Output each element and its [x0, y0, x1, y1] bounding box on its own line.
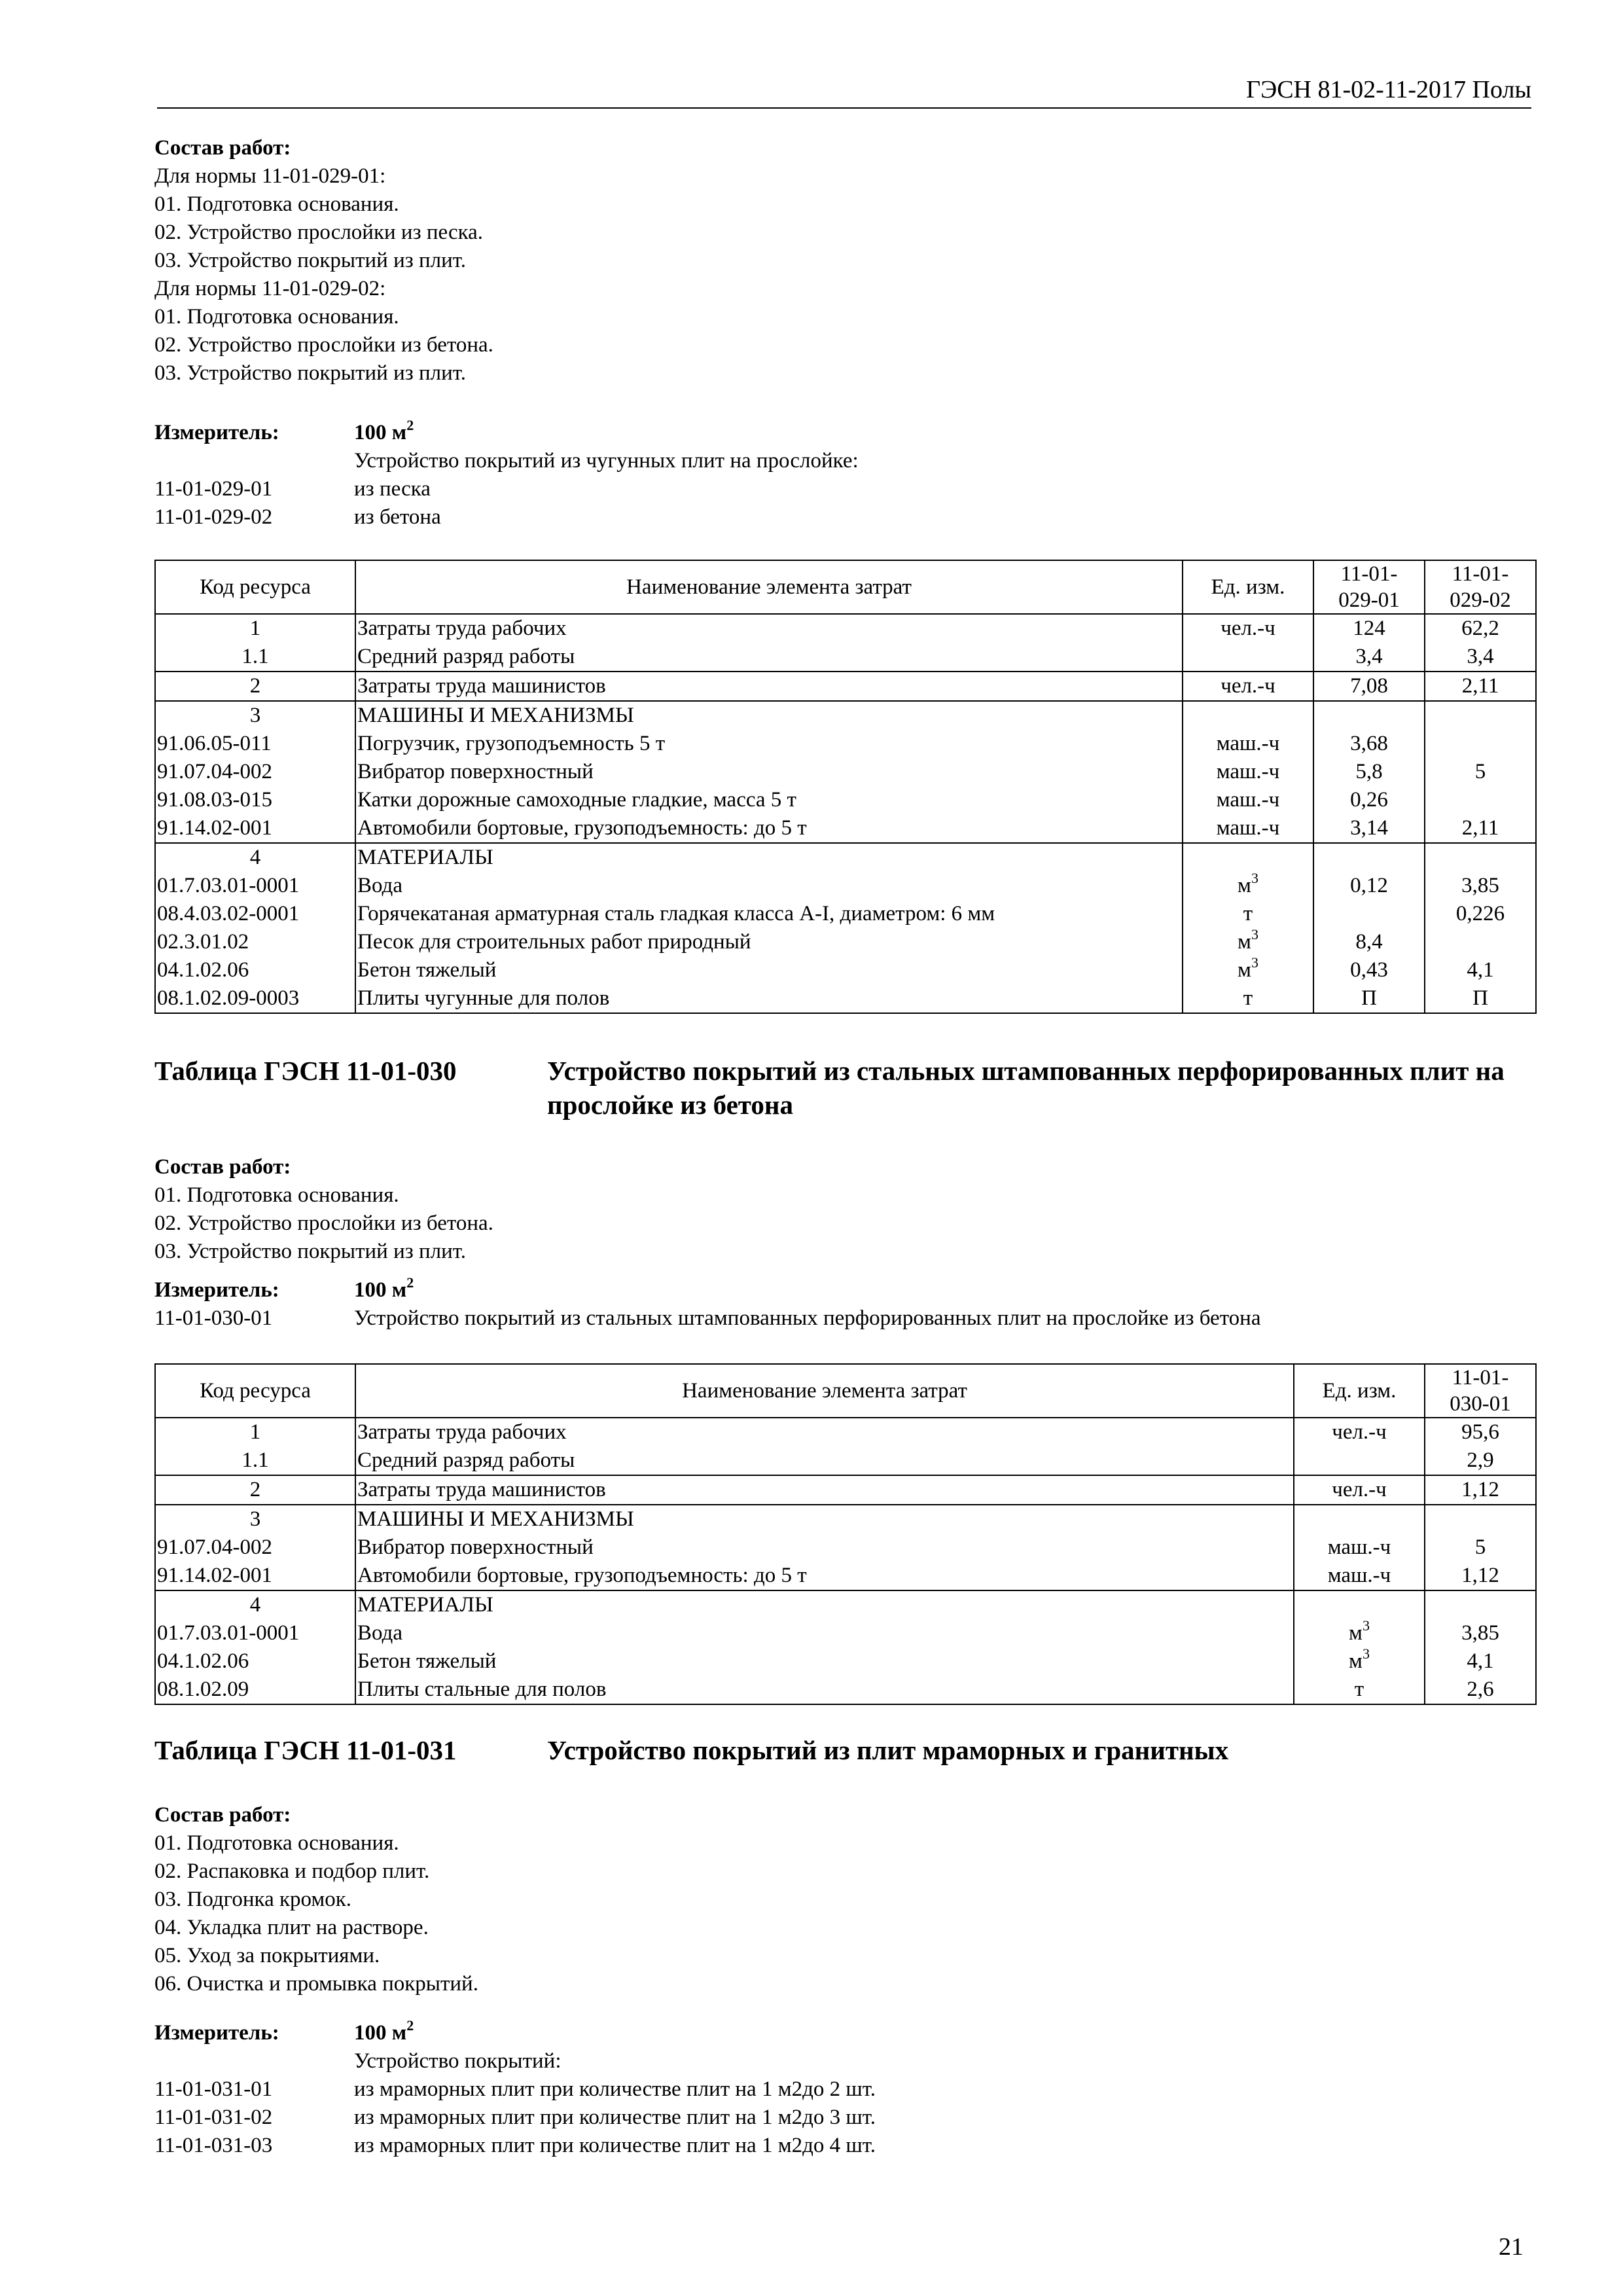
resource-code: 91.06.05-011	[155, 730, 355, 758]
value-cell	[1425, 701, 1536, 730]
resource-code: 3	[155, 1505, 355, 1534]
unit-exponent: 3	[1251, 872, 1258, 886]
value-cell: 0,43	[1313, 956, 1425, 984]
resource-name: Средний разряд работы	[355, 643, 1183, 672]
resource-code: 01.7.03.01-0001	[155, 872, 355, 900]
table-row	[155, 1446, 1536, 1475]
work-composition-031	[154, 1801, 1535, 1998]
unit-cell	[1294, 1446, 1425, 1475]
table-row	[155, 1562, 1536, 1590]
norm-intro-row	[154, 447, 1535, 475]
unit-value: м	[1349, 1649, 1363, 1673]
resource-code: 91.07.04-002	[155, 1534, 355, 1562]
table-row	[155, 843, 1536, 872]
resource-code: 2	[155, 1475, 355, 1505]
value-cell: 3,68	[1313, 730, 1425, 758]
table-row	[155, 1590, 1536, 1619]
work-composition-030	[154, 1153, 1535, 1266]
unit-exponent: 3	[1251, 956, 1258, 971]
resource-name: Затраты труда машинистов	[355, 672, 1183, 701]
norm-intro-row	[154, 2047, 1535, 2075]
resource-code: 04.1.02.06	[155, 1647, 355, 1676]
unit-cell	[1183, 843, 1313, 872]
value-cell: 2,11	[1425, 814, 1536, 843]
unit-cell	[1294, 1590, 1425, 1619]
meter-value: 100 $м^2$	[354, 1274, 414, 1302]
value-cell	[1425, 1505, 1536, 1534]
table-row	[155, 786, 1536, 814]
resource-name: Вода	[355, 872, 1183, 900]
norm-name: Устройство покрытий из стальных штампованных перфорированных плит на прослойке из бетона	[354, 1306, 1261, 1330]
table-name: Устройство покрытий из стальных штампованных перфорированных плит на прослойке из бетона	[547, 1056, 1505, 1120]
resource-code: 08.4.03.02-0001	[155, 900, 355, 928]
resource-name: Песок для строительных работ природный	[355, 928, 1183, 956]
value-cell: 3,85	[1425, 1619, 1536, 1647]
norm-code: 11-01-031-03	[154, 2134, 273, 2157]
norm-list	[154, 475, 1535, 531]
resource-code: 1	[155, 614, 355, 643]
resource-code: 02.3.01.02	[155, 928, 355, 956]
resource-code: 91.14.02-001	[155, 1562, 355, 1590]
table-row	[155, 643, 1536, 672]
unit-value: м	[1238, 874, 1251, 897]
work-item: 03. Подгонка кромок.	[154, 1888, 352, 1911]
resource-code: 04.1.02.06	[155, 956, 355, 984]
unit-cell	[1183, 956, 1313, 984]
resource-name: Плиты чугунные для полов	[355, 984, 1183, 1013]
resource-name: Бетон тяжелый	[355, 1647, 1294, 1676]
table-row	[155, 984, 1536, 1013]
norm-code: 11-01-029-01	[154, 477, 273, 501]
resource-name: Затраты труда рабочих	[355, 1418, 1294, 1446]
resource-table-030	[154, 1363, 1535, 1705]
resource-name: Плиты стальные для полов	[355, 1676, 1294, 1704]
table-row	[155, 900, 1536, 928]
work-item: 01. Подготовка основания.	[154, 1831, 399, 1855]
table-row	[155, 1647, 1536, 1676]
value-cell: 4,1	[1425, 1647, 1536, 1676]
unit-cell	[1183, 872, 1313, 900]
norm-row	[154, 2104, 1535, 2132]
resource-name: МАШИНЫ И МЕХАНИЗМЫ	[355, 1505, 1294, 1534]
unit-exponent: 3	[1362, 1619, 1370, 1634]
resource-code: 08.1.02.09-0003	[155, 984, 355, 1013]
value-cell: П	[1313, 984, 1425, 1013]
meter-block-031	[154, 2019, 1535, 2160]
table-row	[155, 1505, 1536, 1534]
table-row	[155, 701, 1536, 730]
value-cell: 1,12	[1425, 1562, 1536, 1590]
resource-code: 91.07.04-002	[155, 758, 355, 786]
unit-cell: чел.-ч	[1294, 1475, 1425, 1505]
norm-code: 11-01-029-02	[154, 505, 273, 529]
meter-row	[154, 2019, 1535, 2047]
work-item: 02. Устройство прослойки из бетона.	[154, 333, 493, 357]
meter-row	[154, 419, 1535, 447]
work-item: 06. Очистка и промывка покрытий.	[154, 1972, 478, 1996]
work-item: 02. Распаковка и подбор плит.	[154, 1859, 430, 1883]
resource-name: Погрузчик, грузоподъемность 5 т	[355, 730, 1183, 758]
column-header: Ед. изм.	[1294, 1364, 1425, 1418]
unit-cell: т	[1183, 984, 1313, 1013]
unit-cell: маш.-ч	[1183, 730, 1313, 758]
work-item: Для нормы 11-01-029-02:	[154, 277, 386, 300]
value-cell: 0,26	[1313, 786, 1425, 814]
resource-code: 01.7.03.01-0001	[155, 1619, 355, 1647]
table-heading-030	[154, 1054, 1535, 1122]
unit-cell: маш.-ч	[1294, 1534, 1425, 1562]
unit-cell	[1294, 1505, 1425, 1534]
value-cell: 3,4	[1313, 643, 1425, 672]
norm-row	[154, 503, 1535, 531]
resource-name: МАТЕРИАЛЫ	[355, 843, 1183, 872]
table-row	[155, 1676, 1536, 1704]
work-item: Для нормы 11-01-029-01:	[154, 164, 386, 188]
value-cell	[1425, 1590, 1536, 1619]
value-cell: 3,4	[1425, 643, 1536, 672]
work-item: 05. Уход за покрытиями.	[154, 1944, 380, 1967]
work-composition-title: Состав работ:	[154, 1155, 291, 1179]
table-row	[155, 1418, 1536, 1446]
resource-name: Катки дорожные самоходные гладкие, масса 5 т	[355, 786, 1183, 814]
value-cell: 2,6	[1425, 1676, 1536, 1704]
unit-cell	[1183, 701, 1313, 730]
column-header: Код ресурса	[155, 560, 355, 614]
norm-intro: Устройство покрытий:	[354, 2049, 562, 2073]
norm-name: из песка	[354, 477, 431, 501]
value-cell	[1313, 900, 1425, 928]
norm-row	[154, 2075, 1535, 2104]
value-cell: 3,14	[1313, 814, 1425, 843]
work-item: 03. Устройство покрытий из плит.	[154, 1240, 466, 1263]
resource-code: 1.1	[155, 643, 355, 672]
page-number: 21	[1499, 2233, 1524, 2261]
resource-name: Автомобили бортовые, грузоподъемность: до 5 т	[355, 1562, 1294, 1590]
resource-code: 2	[155, 672, 355, 701]
table-row	[155, 1619, 1536, 1647]
table-number: Таблица ГЭСН 11-01-030	[154, 1056, 457, 1086]
column-header: Ед. изм.	[1183, 560, 1313, 614]
norm-row	[154, 1304, 1535, 1333]
value-cell: 7,08	[1313, 672, 1425, 701]
value-cell: 2,9	[1425, 1446, 1536, 1475]
value-cell: 0,226	[1425, 900, 1536, 928]
column-header: Наименование элемента затрат	[355, 560, 1183, 614]
table-row	[155, 758, 1536, 786]
value-cell: 0,12	[1313, 872, 1425, 900]
work-item: 02. Устройство прослойки из бетона.	[154, 1211, 493, 1235]
norm-name: из мраморных плит при количестве плит на 1 м2до 3 шт.	[354, 2106, 876, 2129]
running-header: ГЭСН 81-02-11-2017 Полы	[157, 73, 1531, 109]
value-cell: 8,4	[1313, 928, 1425, 956]
work-list	[154, 1181, 1535, 1266]
resource-name: Затраты труда рабочих	[355, 614, 1183, 643]
table-row	[155, 614, 1536, 643]
value-cell	[1425, 786, 1536, 814]
column-header: 11-01- 029-01	[1313, 560, 1425, 614]
norm-list	[154, 1304, 1535, 1333]
meter-value: 100 $м^2$	[354, 2017, 414, 2045]
norm-intro: Устройство покрытий из чугунных плит на прослойке:	[354, 449, 859, 473]
value-cell	[1425, 843, 1536, 872]
unit-cell: т	[1294, 1676, 1425, 1704]
column-header: Код ресурса	[155, 1364, 355, 1418]
meter-label: Измеритель:	[154, 421, 279, 444]
resource-code: 1	[155, 1418, 355, 1446]
work-list	[154, 1829, 1535, 1998]
meter-block-029	[154, 419, 1535, 531]
table-row	[155, 956, 1536, 984]
resource-code: 4	[155, 1590, 355, 1619]
unit-cell	[1294, 1647, 1425, 1676]
unit-value: м	[1238, 930, 1251, 954]
resource-name: Затраты труда машинистов	[355, 1475, 1294, 1505]
meter-value: 100 $м^2$	[354, 417, 414, 444]
resource-code: 4	[155, 843, 355, 872]
table-number: Таблица ГЭСН 11-01-031	[154, 1735, 457, 1765]
resource-code: 08.1.02.09	[155, 1676, 355, 1704]
norm-code: 11-01-031-01	[154, 2077, 273, 2101]
norm-name: из бетона	[354, 505, 441, 529]
value-cell	[1313, 843, 1425, 872]
value-cell: 62,2	[1425, 614, 1536, 643]
work-item: 01. Подготовка основания.	[154, 1183, 399, 1207]
unit-exponent: 3	[1251, 928, 1258, 942]
meter-row	[154, 1276, 1535, 1304]
column-header: 11-01- 030-01	[1425, 1364, 1536, 1418]
resource-code: 3	[155, 701, 355, 730]
value-cell: 1,12	[1425, 1475, 1536, 1505]
value-cell: 5,8	[1313, 758, 1425, 786]
resource-name: МАШИНЫ И МЕХАНИЗМЫ	[355, 701, 1183, 730]
table-name: Устройство покрытий из плит мраморных и гранитных	[547, 1735, 1229, 1765]
meter-label: Измеритель:	[154, 1278, 279, 1302]
work-composition-029	[154, 134, 1535, 387]
meter-block-030	[154, 1276, 1535, 1333]
norm-name: из мраморных плит при количестве плит на 1 м2до 2 шт.	[354, 2077, 876, 2101]
table-row	[155, 872, 1536, 900]
work-composition-title: Состав работ:	[154, 1803, 291, 1827]
unit-value: м	[1349, 1621, 1363, 1645]
value-cell	[1425, 730, 1536, 758]
resource-code: 91.14.02-001	[155, 814, 355, 843]
unit-cell	[1294, 1619, 1425, 1647]
work-item: 01. Подготовка основания.	[154, 192, 399, 216]
resource-name: Вибратор поверхностный	[355, 758, 1183, 786]
unit-cell: чел.-ч	[1294, 1418, 1425, 1446]
resource-name: Вода	[355, 1619, 1294, 1647]
value-cell: 3,85	[1425, 872, 1536, 900]
unit-value: м	[1238, 958, 1251, 982]
table-row	[155, 814, 1536, 843]
work-item: 02. Устройство прослойки из песка.	[154, 221, 484, 244]
resource-name: Средний разряд работы	[355, 1446, 1294, 1475]
value-cell: 95,6	[1425, 1418, 1536, 1446]
unit-cell: чел.-ч	[1183, 672, 1313, 701]
norm-row	[154, 475, 1535, 503]
resource-name: Вибратор поверхностный	[355, 1534, 1294, 1562]
value-cell	[1425, 928, 1536, 956]
value-cell: П	[1425, 984, 1536, 1013]
resource-name: МАТЕРИАЛЫ	[355, 1590, 1294, 1619]
unit-cell: чел.-ч	[1183, 614, 1313, 643]
value-cell: 4,1	[1425, 956, 1536, 984]
norm-code: 11-01-031-02	[154, 2106, 273, 2129]
resource-name: Горячекатаная арматурная сталь гладкая класса А-I, диаметром: 6 мм	[355, 900, 1183, 928]
work-list	[154, 162, 1535, 387]
resource-name: Бетон тяжелый	[355, 956, 1183, 984]
unit-exponent: 3	[1362, 1647, 1370, 1662]
table-row	[155, 1475, 1536, 1505]
column-header: 11-01- 029-02	[1425, 560, 1536, 614]
value-cell	[1313, 701, 1425, 730]
table-row	[155, 1534, 1536, 1562]
resource-name: Автомобили бортовые, грузоподъемность: до 5 т	[355, 814, 1183, 843]
norm-name: из мраморных плит при количестве плит на 1 м2до 4 шт.	[354, 2134, 876, 2157]
meter-label: Измеритель:	[154, 2021, 279, 2045]
value-cell: 5	[1425, 758, 1536, 786]
work-composition-title: Состав работ:	[154, 136, 291, 160]
work-item: 03. Устройство покрытий из плит.	[154, 249, 466, 272]
unit-cell: маш.-ч	[1294, 1562, 1425, 1590]
unit-cell	[1183, 643, 1313, 672]
table-heading-031	[154, 1733, 1535, 1767]
unit-cell: маш.-ч	[1183, 786, 1313, 814]
value-cell: 2,11	[1425, 672, 1536, 701]
norm-list	[154, 2075, 1535, 2160]
work-item: 04. Укладка плит на растворе.	[154, 1916, 429, 1939]
column-header: Наименование элемента затрат	[355, 1364, 1294, 1418]
unit-cell	[1183, 928, 1313, 956]
unit-cell: маш.-ч	[1183, 814, 1313, 843]
table-row	[155, 730, 1536, 758]
value-cell: 124	[1313, 614, 1425, 643]
resource-table-029	[154, 560, 1535, 1014]
norm-code: 11-01-030-01	[154, 1306, 273, 1330]
resource-code: 91.08.03-015	[155, 786, 355, 814]
norm-row	[154, 2132, 1535, 2160]
resource-code: 1.1	[155, 1446, 355, 1475]
table-row	[155, 672, 1536, 701]
value-cell: 5	[1425, 1534, 1536, 1562]
unit-cell: маш.-ч	[1183, 758, 1313, 786]
work-item: 03. Устройство покрытий из плит.	[154, 361, 466, 385]
unit-cell: т	[1183, 900, 1313, 928]
table-row	[155, 928, 1536, 956]
work-item: 01. Подготовка основания.	[154, 305, 399, 329]
